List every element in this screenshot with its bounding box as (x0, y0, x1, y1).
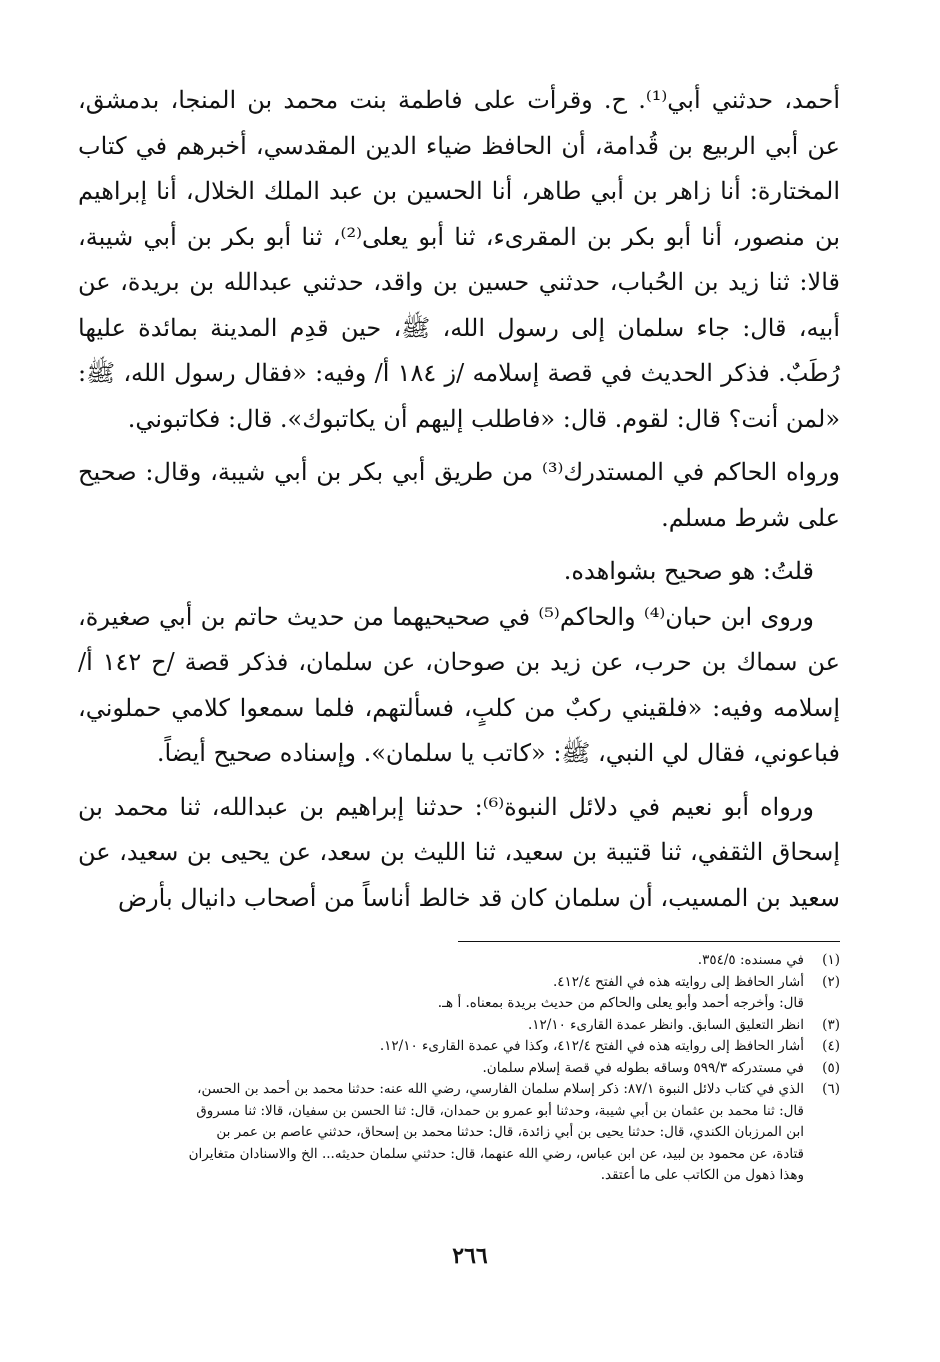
footnote-text: أشار الحافظ إلى روايته هذه في الفتح ٤١٢/٤، وكذا في عمدة القارىء ١٢/١٠. (379, 1038, 804, 1054)
footnote-text: أشار الحافظ إلى روايته هذه في الفتح ٤١٢/٤. (553, 973, 804, 990)
footnote-text: وهذا ذهول من الكاتب على ما أعتقد. (600, 1167, 804, 1183)
paragraph-5: ورواه أبو نعيم في دلائل النبوة⁽⁶⁾: حدثنا إبراهيم بن عبدالله، ثنا محمد بن إسحاق الثقفي، ثنا قتيبة بن سعيد، ثنا الليث بن سعد، عن يحيى بن سعيد، عن سعيد بن المسيب، أن سلمان كان قد خالط أناساً من أصحاب دانيال بأرض (78, 792, 840, 912)
footnote-number: (٤) (822, 1038, 840, 1054)
footnote-1 (78, 950, 840, 972)
paragraph-2: ورواه الحاكم في المستدرك⁽³⁾ من طريق أبي بكر بن أبي شيبة، وقال: صحيح على شرط مسلم. (78, 458, 840, 532)
page-number: ٢٦٦ (452, 1243, 488, 1269)
footnote-4 (78, 1036, 840, 1058)
paragraph-3: قلتُ: هو صحيح بشواهده. (563, 557, 814, 585)
footnote-number: (٣) (822, 1016, 840, 1033)
book-page (78, 78, 840, 1187)
main-text (78, 78, 840, 921)
paragraph-4: وروى ابن حبان⁽⁴⁾ والحاكم⁽⁵⁾ في صحيحيهما من حديث حاتم بن أبي صغيرة، عن سماك بن حرب، عن زيد بن صوحان، عن سلمان، فذكر قصة /ح ١٤٢ أ/ إسلامه وفيه: «فلقيني ركبٌ من كلبٍ، فسألتهم، فلما سمعوا كلامي حملوني، فباعوني، فقال لي النبي، ﷺ: «كاتب يا سلمان». وإسناده صحيح أيضاً. (78, 602, 840, 767)
paragraph-1: أحمد، حدثني أبي⁽¹⁾. ح. وقرأت على فاطمة بنت محمد بن المنجا، بدمشق، عن أبي الربيع بن قُدامة، أن الحافظ ضياء الدين المقدسي، أخبرهم في كتاب المختارة: أنا زاهر بن أبي طاهر، أنا الحسين بن عبد الملك الخلال، أنا إبراهيم بن منصور، أنا أبو بكر بن المقرىء، ثنا أبو يعلى⁽²⁾، ثنا أبو بكر بن أبي شيبة، قالا: ثنا زيد بن الحُباب، حدثني حسين بن واقد، حدثني عبدالله بن بريدة، عن أبيه، قال: جاء سلمان إلى رسول الله، ﷺ، حين قدِم المدينة بمائدة عليها رُطَبٌ. فذكر الحديث في قصة إسلامه /ز ١٨٤ أ/ وفيه: «فقال رسول الله، ﷺ: «لمن أنت؟ قال: لقوم. قال: «فاطلب إليهم أن يكاتبوك». قال: فكاتبوني. (78, 86, 841, 433)
footnote-text: انظر التعليق السابق. وانظر عمدة القارىء ١٢/١٠. (527, 1016, 804, 1033)
footnotes (78, 950, 840, 1187)
footnote-text: قال: وأخرجه أحمد وأبو يعلى والحاكم من حديث بريدة بمعناه. أ هـ. (437, 995, 804, 1011)
footnote-number: (١) (822, 952, 840, 968)
footnote-number: (٦) (822, 1081, 840, 1097)
footnote-separator (458, 941, 840, 942)
footnote-5 (78, 1058, 840, 1080)
footnote-text: الذي في كتاب دلائل النبوة ٨٧/١: ذكر إسلام سلمان الفارسي، رضي الله عنه: حدثنا محمد بن أحمد بن الحسن، (197, 1081, 804, 1097)
footnote-number: (٥) (822, 1059, 840, 1076)
footnote-text: قتادة، عن محمود بن لبيد، عن ابن عباس، رضي الله عنهما، قال: حدثني سلمان حديثه... الخ والاسنادان متغايران (188, 1145, 804, 1162)
footnote-2 (78, 972, 840, 1015)
footnote-3 (78, 1015, 840, 1037)
footnote-number: (٢) (822, 973, 840, 990)
footnote-text: في مسنده: ٣٥٤/٥. (697, 952, 804, 968)
footnote-6 (78, 1079, 840, 1187)
footnote-text: قال: ثنا محمد بن عثمان بن أبي شيبة، وحدثنا أبو عمرو بن حمدان، قال: ثنا الحسن بن سفيان، قالا: ثنا مسروق (196, 1102, 804, 1119)
footnote-text: في مستدركه ٥٩٩/٣ وساقه بطوله في قصة إسلام سلمان. (482, 1059, 804, 1076)
footnote-text: ابن المرزبان الكندي، قال: حدثنا يحيى بن أبي زائدة، قال: حدثنا محمد بن إسحاق، حدثني عاصم بن عمر بن (216, 1124, 804, 1140)
